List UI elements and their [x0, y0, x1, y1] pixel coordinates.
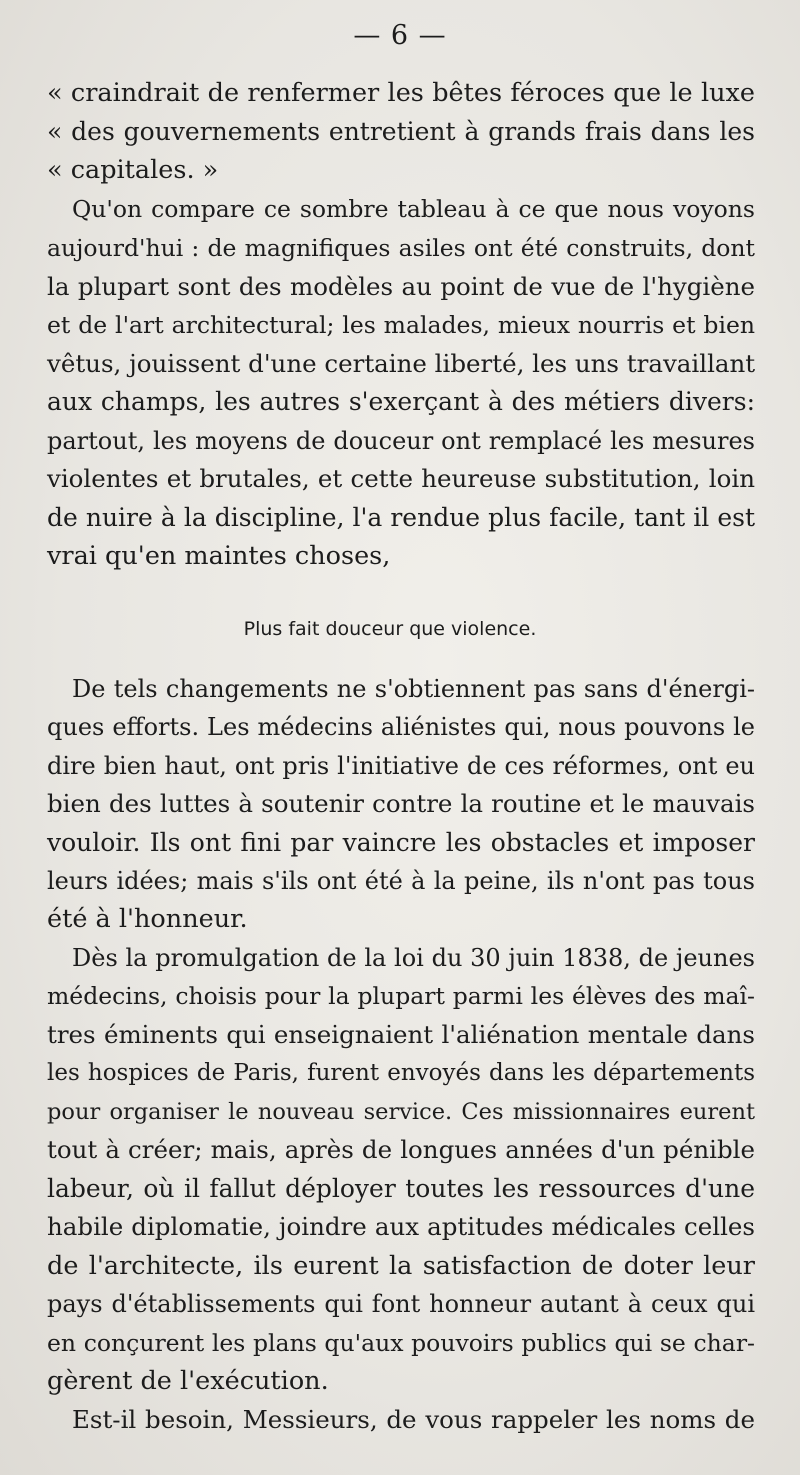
text-line: gèrent de l'exécution. — [47, 1366, 329, 1396]
text-line: en conçurent les plans qu'aux pouvoirs publics qui se char- — [47, 1329, 755, 1357]
text-line: de l'architecte, ils eurent la satisfaction de doter leur — [47, 1251, 755, 1281]
text-line: partout, les moyens de douceur ont remplacé les mesures — [47, 427, 755, 455]
text-line: les hospices de Paris, furent envoyés dans les départements — [47, 1060, 755, 1086]
text-line: « capitales. » — [47, 155, 219, 185]
page-number: — 6 — — [353, 20, 447, 51]
text-line: dire bien haut, ont pris l'initiative de ces réformes, ont eu — [47, 752, 755, 780]
text-line: aux champs, les autres s'exerçant à des métiers divers: — [47, 387, 755, 416]
text-line: violentes et brutales, et cette heureuse substitution, loin — [47, 464, 755, 493]
text-line: la plupart sont des modèles au point de vue de l'hygiène — [47, 272, 755, 301]
text-line: pays d'établissements qui font honneur autant à ceux qui — [47, 1290, 755, 1318]
text-line: vouloir. Ils ont fini par vaincre les obstacles et imposer — [47, 828, 755, 857]
text-line: « des gouvernements entretient à grands frais dans les — [47, 117, 755, 146]
text-line: été à l'honneur. — [47, 904, 248, 934]
text-line: Qu'on compare ce sombre tableau à ce que nous voyons — [72, 195, 755, 223]
text-line: pour organiser le nouveau service. Ces missionnaires eurent — [47, 1099, 755, 1125]
text-line: vêtus, jouissent d'une certaine liberté, les uns travaillant — [47, 349, 756, 378]
text-line: Dès la promulgation de la loi du 30 juin 1838, de jeunes — [72, 944, 755, 972]
text-line: Est-il besoin, Messieurs, de vous rappeler les noms de — [72, 1405, 755, 1434]
text-line: leurs idées; mais s'ils ont été à la peine, ils n'ont pas tous — [47, 867, 755, 895]
text-line: aujourd'hui : de magnifiques asiles ont été construits, dont — [47, 234, 755, 262]
text-line: labeur, où il fallut déployer toutes les ressources d'une — [47, 1174, 755, 1203]
text-line: De tels changements ne s'obtiennent pas sans d'énergi- — [72, 675, 755, 703]
text-line: bien des luttes à soutenir contre la routine et le mauvais — [47, 789, 755, 818]
text-line: tres éminents qui enseignaient l'aliénation mentale dans — [47, 1020, 755, 1049]
text-line: médecins, choisis pour la plupart parmi les élèves des maî- — [47, 982, 755, 1010]
text-line: « craindrait de renfermer les bêtes féroces que le luxe — [47, 78, 755, 108]
text-line: de nuire à la discipline, l'a rendue plus facile, tant il est — [47, 503, 755, 532]
text-line: ques efforts. Les médecins aliénistes qui, nous pouvons le — [47, 713, 755, 741]
text-line: vrai qu'en maintes choses, — [47, 541, 391, 571]
text-line: tout à créer; mais, après de longues années d'un pénible — [47, 1135, 755, 1164]
text-line: habile diplomatie, joindre aux aptitudes médicales celles — [47, 1212, 755, 1241]
proverb-quote: Plus fait douceur que violence. — [243, 618, 537, 640]
text-line: et de l'art architectural; les malades, mieux nourris et bien — [47, 311, 755, 339]
